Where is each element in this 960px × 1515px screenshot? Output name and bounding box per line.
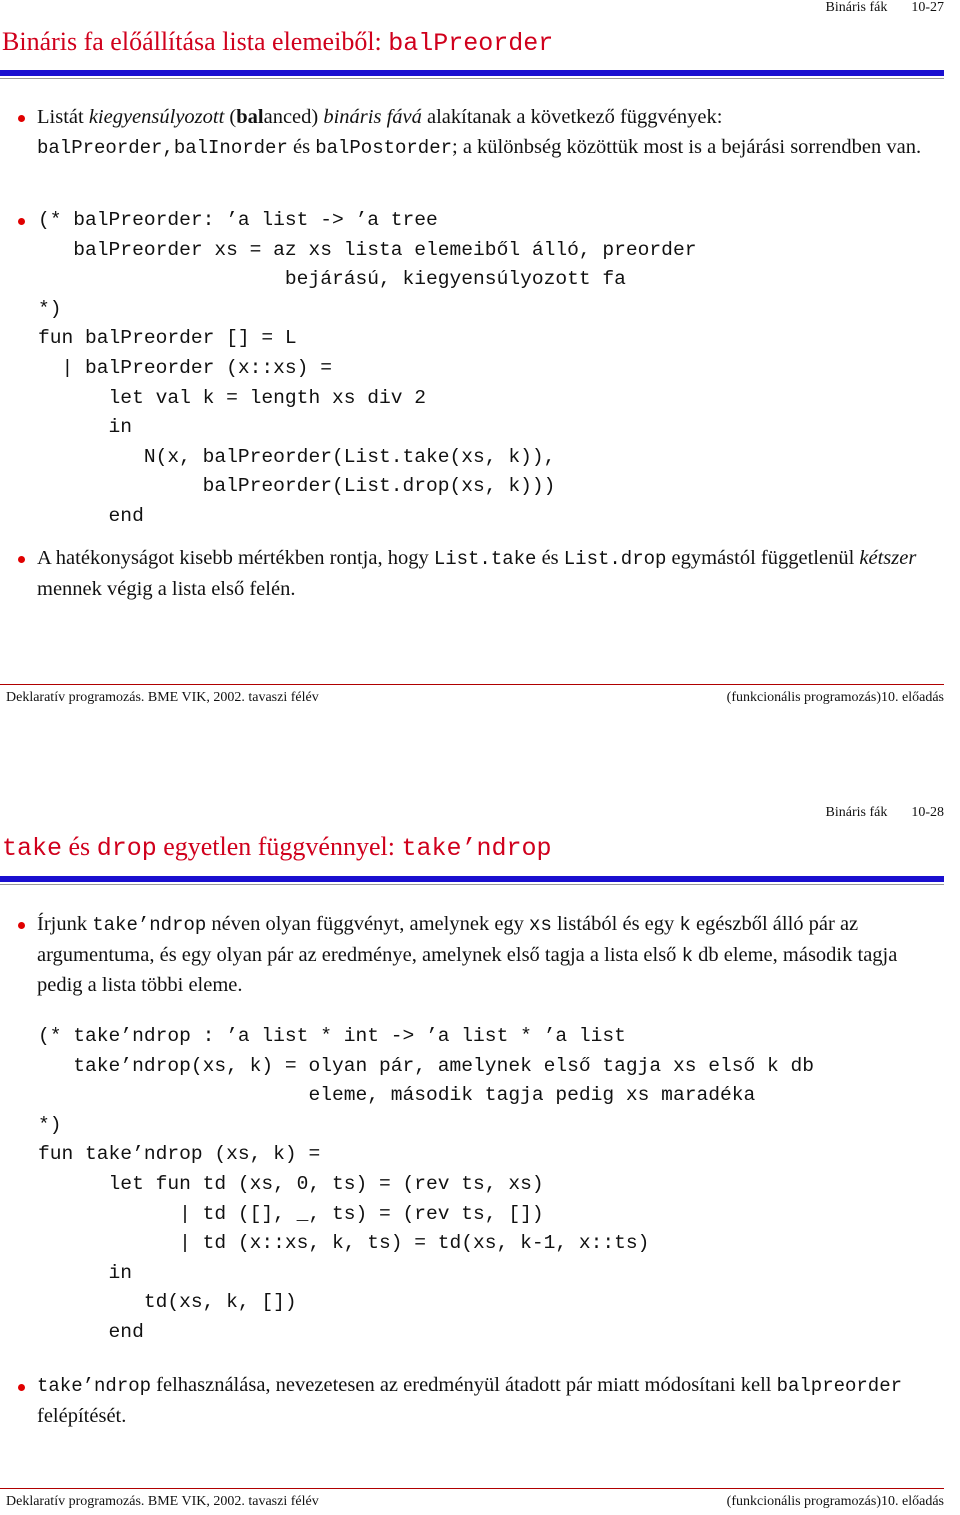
footer-left: Deklaratív programozás. BME VIK, 2002. tavaszi félév (6, 690, 319, 705)
code-line: td(xs, k, []) (38, 1291, 297, 1314)
title-text: és (62, 832, 97, 861)
title-text: Bináris fa előállítása lista elemeiből: (2, 27, 389, 56)
inline-code: balPreorder, (37, 136, 174, 159)
code-line: bejárású, kiegyensúlyozott fa (38, 268, 626, 291)
title-code: balPreorder (388, 29, 554, 58)
inline-code: List.take (433, 548, 537, 570)
emphasis: kétszer (859, 547, 917, 569)
code-line: | td ([], _, ts) = (rev ts, []) (38, 1202, 544, 1225)
text: Írjunk (37, 913, 93, 935)
text: felépítését. (37, 1404, 127, 1427)
slide-10-28 (0, 800, 960, 1515)
footer-rule (0, 1488, 944, 1489)
page-number: 10-28 (911, 805, 944, 820)
code-line: take’ndrop(xs, k) = olyan pár, amelynek első tagja xs első k db (38, 1054, 815, 1077)
title-rule-thin (0, 884, 944, 885)
text: ( (224, 106, 237, 128)
code-line: fun balPreorder [] = L (38, 327, 297, 350)
code-line: N(x, balPreorder(List.take(xs, k)), (38, 445, 556, 468)
text: listából és egy (551, 913, 680, 935)
code-line: let val k = length xs div 2 (38, 386, 427, 409)
text: db eleme, második tagja pedig a lista többi eleme. (37, 943, 898, 996)
inline-code: take’ndrop (92, 914, 207, 936)
title-text: egyetlen függvénnyel: (156, 832, 402, 861)
bullet-efficiency (37, 544, 937, 604)
text: néven olyan függvényt, amelynek egy (206, 913, 530, 935)
code-line: | td (x::xs, k, ts) = td(xs, k-1, x::ts) (38, 1232, 650, 1255)
text: ; a különbség közöttük most is a bejárási sorrendben van. (452, 135, 922, 158)
text: egymástól függetlenül (666, 547, 860, 569)
emphasis: bináris fává (323, 106, 422, 128)
bold-text: bal (236, 106, 264, 128)
inline-code: k (681, 944, 693, 967)
code-line: fun take’ndrop (xs, k) = (38, 1143, 321, 1166)
code-line: eleme, második tagja pedig xs maradéka (38, 1084, 756, 1107)
code-line: (* take’ndrop : ’a list * int -> ’a list * ’a list (38, 1025, 626, 1047)
text: mennek végig a lista első felén. (37, 577, 296, 600)
inline-code: take’ndrop (37, 1375, 152, 1397)
title-rule (0, 70, 944, 76)
text: egészből álló pár az argumentuma, és egy olyan pár az eredménye, amelynek első tagja a lista első (37, 913, 859, 966)
slide-title (2, 832, 552, 863)
code-block (38, 1022, 814, 1348)
page-number: 10-27 (911, 0, 944, 15)
section-label: Bináris fák (825, 0, 888, 15)
bullet-dot (18, 556, 25, 563)
title-code: take’ndrop (401, 834, 552, 863)
text: és (536, 547, 564, 569)
inline-code: balInorder (173, 136, 288, 159)
slide-title (2, 27, 553, 58)
footer-right: (funkcionális programozás)10. előadás (726, 690, 944, 705)
page-header (826, 0, 945, 16)
code-line: balPreorder(List.drop(xs, k))) (38, 475, 556, 498)
code-line: in (38, 416, 133, 439)
footer-rule (0, 684, 944, 685)
inline-code: xs (529, 914, 552, 936)
title-rule-thin (0, 78, 944, 79)
section-label: Bináris fák (825, 805, 888, 820)
bullet-dot (18, 218, 25, 225)
bullet-dot (18, 115, 25, 122)
inline-code: balPostorder (315, 136, 453, 159)
slide-10-27 (0, 0, 960, 712)
title-code: drop (96, 834, 157, 863)
footer-right: (funkcionális programozás)10. előadás (726, 1494, 944, 1509)
text: és (287, 135, 316, 158)
bullet-task (37, 910, 937, 1001)
code-line: *) (38, 297, 62, 320)
code-block (38, 206, 696, 532)
inline-code: balpreorder (776, 1375, 903, 1397)
text: Listát (37, 106, 89, 128)
code-line: *) (38, 1113, 62, 1136)
title-code: take (2, 834, 63, 863)
code-line: end (38, 1320, 144, 1343)
bullet-dot (18, 922, 25, 929)
code-line: | balPreorder (x::xs) = (38, 356, 332, 379)
code-line: end (38, 504, 144, 527)
code-line: (* balPreorder: ’a list -> ’a tree (38, 209, 438, 231)
title-rule (0, 876, 944, 882)
bullet-dot (18, 1384, 25, 1391)
inline-code: List.drop (563, 548, 667, 570)
bullet-intro (37, 103, 937, 163)
text: anced) (263, 106, 324, 128)
text: felhasználása, nevezetesen az eredményül átadott pár miatt módosítani kell (151, 1374, 777, 1396)
emphasis: kiegyensúlyozott (88, 106, 225, 128)
code-line: balPreorder xs = az xs lista elemeiből álló, preorder (38, 238, 697, 261)
code-line: let fun td (xs, 0, ts) = (rev ts, xs) (38, 1172, 544, 1195)
bullet-usage (37, 1371, 937, 1431)
inline-code: k (679, 914, 691, 936)
code-line: in (38, 1261, 133, 1284)
text: A hatékonyságot kisebb mértékben rontja, hogy (37, 547, 434, 569)
footer-left: Deklaratív programozás. BME VIK, 2002. tavaszi félév (6, 1494, 319, 1509)
text: alakítanak a következő függvények: (421, 106, 723, 128)
page-header (826, 805, 945, 821)
